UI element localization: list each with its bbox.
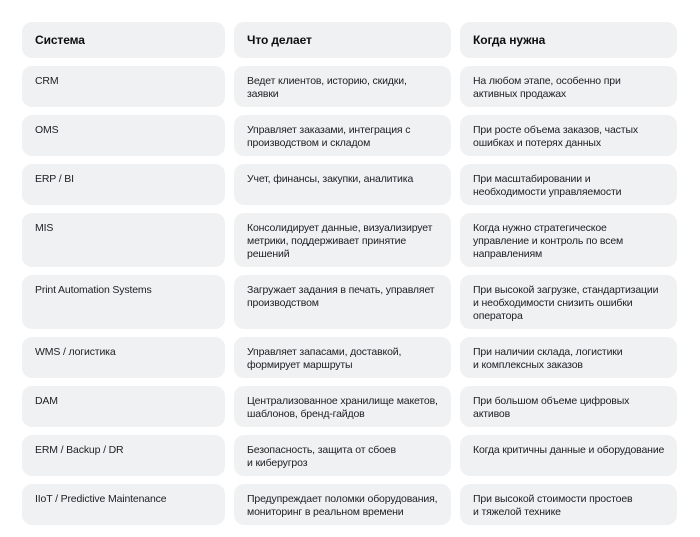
cell-system: WMS / логистика <box>22 337 225 378</box>
table-row-iiot <box>22 484 677 525</box>
cell-system: ERM / Backup / DR <box>22 435 225 476</box>
column-header-what-it-does: Что делает <box>234 22 451 58</box>
cell-when-needed: При наличии склада, логистики и комплексных заказов <box>460 337 677 378</box>
cell-what-it-does: Безопасность, защита от сбоев и киберугроз <box>234 435 451 476</box>
cell-when-needed: Когда критичны данные и оборудование <box>460 435 677 476</box>
cell-what-it-does: Консолидирует данные, визуализирует метрики, поддерживает принятие решений <box>234 213 451 267</box>
cell-what-it-does: Предупреждает поломки оборудования, мониторинг в реальном времени <box>234 484 451 525</box>
cell-when-needed: При высокой загрузке, стандартизации и необходимости снизить ошибки оператора <box>460 275 677 329</box>
table-row-print-automation <box>22 275 677 329</box>
cell-system: Print Automation Systems <box>22 275 225 329</box>
cell-system: DAM <box>22 386 225 427</box>
cell-what-it-does: Учет, финансы, закупки, аналитика <box>234 164 451 205</box>
table-row-erm-backup-dr <box>22 435 677 476</box>
cell-system: MIS <box>22 213 225 267</box>
cell-when-needed: При высокой стоимости простоев и тяжелой технике <box>460 484 677 525</box>
cell-when-needed: При масштабировании и необходимости управляемости <box>460 164 677 205</box>
table-row-crm <box>22 66 677 107</box>
cell-when-needed: Когда нужно стратегическое управление и контроль по всем направлениям <box>460 213 677 267</box>
cell-system: IIoT / Predictive Maintenance <box>22 484 225 525</box>
cell-what-it-does: Загружает задания в печать, управляет производством <box>234 275 451 329</box>
cell-what-it-does: Управляет заказами, интеграция с производством и складом <box>234 115 451 156</box>
cell-what-it-does: Ведет клиентов, историю, скидки, заявки <box>234 66 451 107</box>
table-row-mis <box>22 213 677 267</box>
table-row-wms <box>22 337 677 378</box>
cell-when-needed: При росте объема заказов, частых ошибках и потерях данных <box>460 115 677 156</box>
cell-when-needed: При большом объеме цифровых активов <box>460 386 677 427</box>
column-header-when-needed: Когда нужна <box>460 22 677 58</box>
cell-what-it-does: Управляет запасами, доставкой, формирует маршруты <box>234 337 451 378</box>
table-header-row <box>22 22 677 58</box>
table-row-erp-bi <box>22 164 677 205</box>
cell-when-needed: На любом этапе, особенно при активных продажах <box>460 66 677 107</box>
cell-what-it-does: Централизованное хранилище макетов, шаблонов, бренд-гайдов <box>234 386 451 427</box>
column-header-system: Система <box>22 22 225 58</box>
table-row-oms <box>22 115 677 156</box>
cell-system: ERP / BI <box>22 164 225 205</box>
cell-system: OMS <box>22 115 225 156</box>
table-row-dam <box>22 386 677 427</box>
cell-system: CRM <box>22 66 225 107</box>
